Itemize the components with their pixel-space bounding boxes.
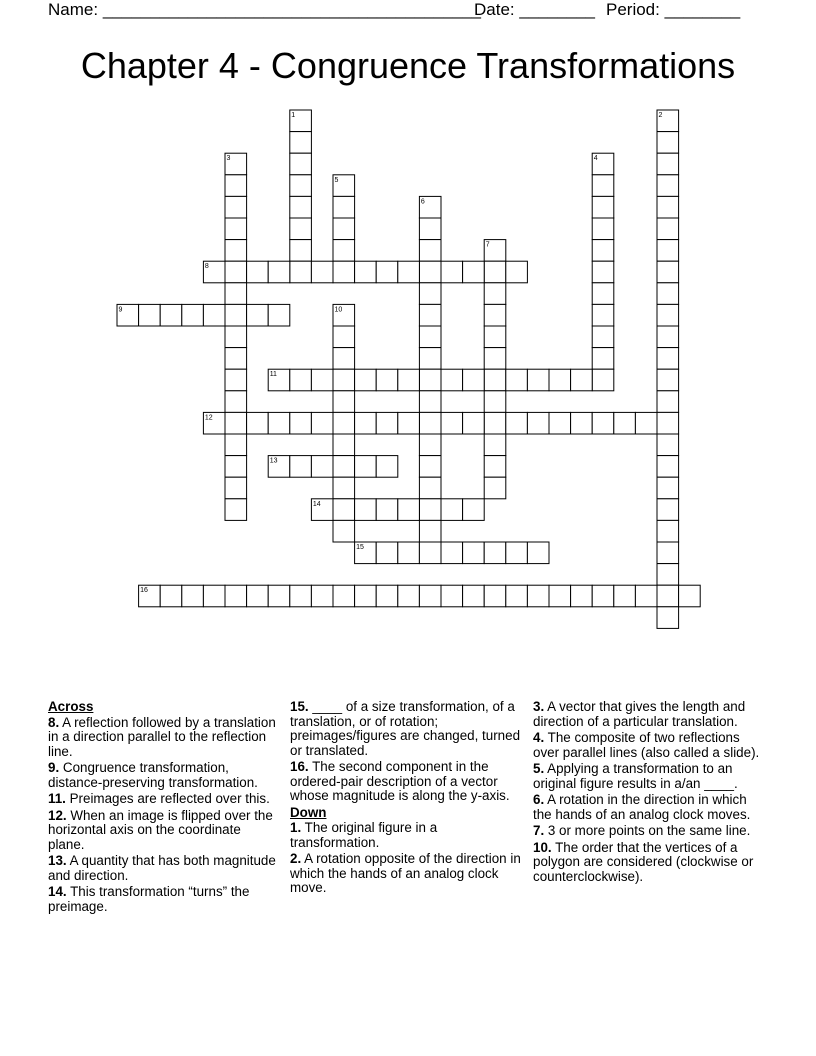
crossword-cell[interactable] <box>571 412 593 434</box>
down-clue-6 <box>533 793 765 822</box>
crossword-cell[interactable] <box>139 304 161 326</box>
crossword-cell[interactable] <box>484 348 506 370</box>
clue-number: 8. <box>48 714 60 730</box>
crossword-cell[interactable] <box>333 196 355 218</box>
across-clue-11 <box>48 792 280 807</box>
crossword-cell[interactable] <box>355 456 377 478</box>
across-clue-12 <box>48 809 280 853</box>
across-clue-16 <box>290 760 522 804</box>
crossword-cell[interactable] <box>635 585 657 607</box>
crossword-cell[interactable] <box>657 391 679 413</box>
clue-text: 3 or more points on the same line. <box>544 823 751 838</box>
crossword-cell[interactable] <box>290 175 312 197</box>
crossword-cell[interactable] <box>657 369 679 391</box>
clue-text: ____ of a size transformation, of a translation, or of rotation; preimages/figures are changed, turned or translated. <box>290 699 521 758</box>
crossword-cell[interactable] <box>657 132 679 154</box>
crossword-cell[interactable] <box>484 283 506 305</box>
clue-number-10: 10 <box>334 306 343 314</box>
crossword-cell[interactable] <box>484 585 506 607</box>
crossword-cell[interactable] <box>376 369 398 391</box>
clue-number: 3. <box>533 699 545 714</box>
clue-number: 13. <box>48 853 67 868</box>
crossword-cell[interactable] <box>419 348 441 370</box>
crossword-cell[interactable] <box>419 218 441 240</box>
crossword-cell[interactable] <box>225 456 247 478</box>
crossword-cell[interactable] <box>225 412 247 434</box>
crossword-cell[interactable] <box>463 369 485 391</box>
crossword-cell[interactable] <box>484 434 506 456</box>
crossword-cell[interactable] <box>419 240 441 262</box>
crossword-cell[interactable] <box>571 369 593 391</box>
crossword-cell[interactable] <box>657 434 679 456</box>
crossword-cell[interactable] <box>592 283 614 305</box>
crossword-cell[interactable] <box>419 456 441 478</box>
crossword-cell[interactable] <box>463 585 485 607</box>
crossword-cell[interactable] <box>657 456 679 478</box>
crossword-cell[interactable] <box>419 499 441 521</box>
clue-number: 12. <box>48 807 67 823</box>
crossword-cell[interactable] <box>419 326 441 348</box>
clue-number: 16. <box>290 759 309 774</box>
clue-text: A rotation in the direction in which the hands of an analog clock moves. <box>533 792 751 822</box>
crossword-cell[interactable] <box>592 348 614 370</box>
crossword-cell[interactable] <box>225 369 247 391</box>
crossword-cell[interactable] <box>182 304 204 326</box>
clue-number-9: 9 <box>118 306 123 314</box>
crossword-cell[interactable] <box>376 261 398 283</box>
crossword-cell[interactable] <box>268 412 290 434</box>
crossword-cell[interactable] <box>506 369 528 391</box>
crossword-cell[interactable] <box>419 283 441 305</box>
crossword-cell[interactable] <box>225 283 247 305</box>
crossword-cell[interactable] <box>592 218 614 240</box>
crossword-cell[interactable] <box>225 585 247 607</box>
crossword-cell[interactable] <box>290 218 312 240</box>
crossword-cell[interactable] <box>225 499 247 521</box>
crossword-cell[interactable] <box>311 412 333 434</box>
crossword-cell[interactable] <box>527 412 549 434</box>
crossword-cell[interactable] <box>225 218 247 240</box>
crossword-cell[interactable] <box>484 304 506 326</box>
clue-number: 1. <box>290 820 302 835</box>
crossword-cell[interactable] <box>506 585 528 607</box>
across-clue-15 <box>290 700 522 758</box>
clue-number: 10. <box>533 839 552 855</box>
clue-column-2 <box>290 700 522 898</box>
crossword-cell[interactable] <box>333 477 355 499</box>
crossword-cell[interactable] <box>527 369 549 391</box>
crossword-cell[interactable] <box>355 261 377 283</box>
crossword-cell[interactable] <box>657 585 679 607</box>
down-clue-5 <box>533 762 765 791</box>
crossword-cell[interactable] <box>247 304 269 326</box>
crossword-cell[interactable] <box>355 585 377 607</box>
crossword-cell[interactable] <box>484 456 506 478</box>
clue-text: Congruence transformation, distance-preserving transformation. <box>48 760 258 790</box>
crossword-cell[interactable] <box>247 261 269 283</box>
clue-text: A quantity that has both magnitude and direction. <box>48 853 276 883</box>
crossword-cell[interactable] <box>225 261 247 283</box>
crossword-cell[interactable] <box>441 542 463 564</box>
crossword-cell[interactable] <box>657 261 679 283</box>
crossword-cell[interactable] <box>333 391 355 413</box>
clue-number: 4. <box>533 730 545 745</box>
clue-number: 7. <box>533 823 545 838</box>
crossword-cell[interactable] <box>679 585 701 607</box>
crossword-cell[interactable] <box>657 499 679 521</box>
crossword-cell[interactable] <box>419 434 441 456</box>
clue-number-5: 5 <box>334 176 339 184</box>
clue-text: Preimages are reflected over this. <box>65 791 270 806</box>
crossword-cell[interactable] <box>549 412 571 434</box>
crossword-cell[interactable] <box>419 412 441 434</box>
crossword-cell[interactable] <box>419 391 441 413</box>
crossword-cell[interactable] <box>592 240 614 262</box>
clue-number: 2. <box>290 851 302 866</box>
crossword-cell[interactable] <box>225 240 247 262</box>
crossword-cell[interactable] <box>527 585 549 607</box>
down-heading: Down <box>290 804 327 820</box>
crossword-cell[interactable] <box>290 261 312 283</box>
crossword-cell[interactable] <box>484 261 506 283</box>
clue-number: 5. <box>533 761 545 776</box>
crossword-cell[interactable] <box>657 520 679 542</box>
clue-number-16: 16 <box>140 587 148 595</box>
clue-number-4: 4 <box>593 155 598 163</box>
crossword-cell[interactable] <box>355 499 377 521</box>
crossword-cell[interactable] <box>398 412 420 434</box>
crossword-cell[interactable] <box>290 585 312 607</box>
crossword-cell[interactable] <box>290 132 312 154</box>
crossword-cell[interactable] <box>484 391 506 413</box>
crossword-cell[interactable] <box>333 348 355 370</box>
crossword-cell[interactable] <box>398 261 420 283</box>
clue-number-15: 15 <box>356 544 364 551</box>
crossword-cell[interactable] <box>333 520 355 542</box>
crossword-cell[interactable] <box>657 564 679 586</box>
crossword-cell[interactable] <box>225 391 247 413</box>
crossword-cell[interactable] <box>549 585 571 607</box>
crossword-cell[interactable] <box>333 499 355 521</box>
crossword-cell[interactable] <box>592 326 614 348</box>
name-line: ________________________________________ <box>102 0 481 19</box>
clue-number-14: 14 <box>312 500 321 508</box>
crossword-cell[interactable] <box>376 585 398 607</box>
crossword-cell[interactable] <box>225 434 247 456</box>
crossword-cell[interactable] <box>592 585 614 607</box>
crossword-cell[interactable] <box>333 240 355 262</box>
crossword-cell[interactable] <box>355 369 377 391</box>
crossword-cell[interactable] <box>355 412 377 434</box>
crossword-cell[interactable] <box>268 261 290 283</box>
crossword-cell[interactable] <box>290 196 312 218</box>
crossword-cell[interactable] <box>527 542 549 564</box>
crossword-cell[interactable] <box>657 412 679 434</box>
crossword-cell[interactable] <box>419 369 441 391</box>
crossword-cell[interactable] <box>398 542 420 564</box>
clue-text: A rotation opposite of the direction in which the hands of an analog clock move. <box>290 851 521 895</box>
clue-text: A vector that gives the length and direction of a particular translation. <box>533 699 746 729</box>
crossword-cell[interactable] <box>419 261 441 283</box>
crossword-cell[interactable] <box>290 412 312 434</box>
crossword-cell[interactable] <box>203 304 225 326</box>
crossword-cell[interactable] <box>247 585 269 607</box>
across-clue-8 <box>48 716 280 760</box>
crossword-cell[interactable] <box>398 369 420 391</box>
crossword-cell[interactable] <box>419 477 441 499</box>
down-clue-10 <box>533 841 765 885</box>
crossword-cell[interactable] <box>268 585 290 607</box>
crossword-cell[interactable] <box>657 153 679 175</box>
crossword-cell[interactable] <box>463 261 485 283</box>
crossword-cell[interactable] <box>592 412 614 434</box>
crossword-cell[interactable] <box>614 412 636 434</box>
name-label: Name: <box>48 0 99 19</box>
date-label: Date: <box>474 0 515 19</box>
crossword-cell[interactable] <box>290 240 312 262</box>
crossword-cell[interactable] <box>376 499 398 521</box>
crossword-cell[interactable] <box>225 304 247 326</box>
clue-number-2: 2 <box>658 112 663 119</box>
clue-column-3 <box>533 700 765 886</box>
clue-text: When an image is flipped over the horizontal axis on the coordinate plane. <box>48 807 273 852</box>
clue-text: The second component in the ordered-pair description of a vector whose magnitude is along the y-axis. <box>290 759 510 803</box>
crossword-cell[interactable] <box>657 240 679 262</box>
crossword-cell[interactable] <box>225 196 247 218</box>
crossword-cell[interactable] <box>398 499 420 521</box>
crossword-cell[interactable] <box>592 369 614 391</box>
crossword-cell[interactable] <box>463 412 485 434</box>
crossword-cell[interactable] <box>203 585 225 607</box>
crossword-cell[interactable] <box>333 412 355 434</box>
crossword-cell[interactable] <box>657 218 679 240</box>
crossword-cell[interactable] <box>333 369 355 391</box>
clue-column-1 <box>48 700 280 916</box>
clue-text: Applying a transformation to an original figure results in a/an ____. <box>533 761 738 791</box>
crossword-cell[interactable] <box>398 585 420 607</box>
crossword-cell[interactable] <box>247 412 269 434</box>
down-clue-3 <box>533 700 765 729</box>
clue-number-8: 8 <box>204 263 209 271</box>
crossword-cell[interactable] <box>225 348 247 370</box>
crossword-cell[interactable] <box>182 585 204 607</box>
across-clue-13 <box>48 854 280 883</box>
crossword-cell[interactable] <box>311 261 333 283</box>
clue-number: 9. <box>48 760 60 775</box>
crossword-cell[interactable] <box>549 369 571 391</box>
crossword-cell[interactable] <box>333 585 355 607</box>
crossword-cell[interactable] <box>333 261 355 283</box>
crossword-cell[interactable] <box>657 542 679 564</box>
crossword-cell[interactable] <box>333 434 355 456</box>
crossword-cell[interactable] <box>290 456 312 478</box>
crossword-cell[interactable] <box>311 369 333 391</box>
clue-number-7: 7 <box>485 241 490 249</box>
clue-text: The original figure in a transformation. <box>290 820 438 850</box>
crossword-cell[interactable] <box>657 304 679 326</box>
clue-number: 14. <box>48 884 67 899</box>
crossword-cell[interactable] <box>484 477 506 499</box>
crossword-cell[interactable] <box>484 326 506 348</box>
down-clue-2 <box>290 852 522 896</box>
down-clue-4 <box>533 731 765 760</box>
across-clue-14 <box>48 885 280 914</box>
crossword-cell[interactable] <box>657 196 679 218</box>
crossword-cell[interactable] <box>657 477 679 499</box>
clue-text: The composite of two reflections over parallel lines (also called a slide). <box>533 730 760 760</box>
clue-text: This transformation “turns” the preimage. <box>48 884 250 914</box>
crossword-cell[interactable] <box>441 261 463 283</box>
clue-number-11: 11 <box>269 371 277 379</box>
period-line: ________ <box>664 0 741 19</box>
crossword-cell[interactable] <box>484 542 506 564</box>
crossword-cell[interactable] <box>571 585 593 607</box>
crossword-cell[interactable] <box>290 153 312 175</box>
crossword-cell[interactable] <box>657 283 679 305</box>
crossword-cell[interactable] <box>160 304 182 326</box>
crossword-cell[interactable] <box>635 412 657 434</box>
crossword-cell[interactable] <box>441 585 463 607</box>
crossword-cell[interactable] <box>506 542 528 564</box>
crossword-cell[interactable] <box>160 585 182 607</box>
crossword-cell[interactable] <box>225 477 247 499</box>
crossword-cell[interactable] <box>419 520 441 542</box>
crossword-cell[interactable] <box>592 196 614 218</box>
crossword-cell[interactable] <box>376 456 398 478</box>
crossword-cell[interactable] <box>463 499 485 521</box>
crossword-cell[interactable] <box>484 412 506 434</box>
crossword-cell[interactable] <box>484 369 506 391</box>
period-label: Period: <box>606 0 660 19</box>
clue-text: The order that the vertices of a polygon are considered (clockwise or counterclockwise). <box>533 839 754 884</box>
crossword-cell[interactable] <box>463 542 485 564</box>
crossword-cell[interactable] <box>333 326 355 348</box>
down-clue-7 <box>533 824 765 839</box>
crossword-cell[interactable] <box>333 218 355 240</box>
crossword-cell[interactable] <box>592 304 614 326</box>
clue-number: 15. <box>290 699 309 714</box>
page-title: Chapter 4 - Congruence Transformations <box>80 45 736 86</box>
clue-number: 6. <box>533 792 545 807</box>
clue-number-3: 3 <box>226 155 231 163</box>
crossword-cell[interactable] <box>268 304 290 326</box>
crossword-cell[interactable] <box>441 412 463 434</box>
across-heading: Across <box>48 699 94 714</box>
crossword-cell[interactable] <box>657 175 679 197</box>
date-line: ________ <box>519 0 596 19</box>
crossword-cell[interactable] <box>441 499 463 521</box>
crossword-cell[interactable] <box>441 369 463 391</box>
clue-text: A reflection followed by a translation in a direction parallel to the reflection line. <box>48 714 276 759</box>
crossword-cell[interactable] <box>311 585 333 607</box>
crossword-cell[interactable] <box>506 261 528 283</box>
crossword-cell[interactable] <box>614 585 636 607</box>
crossword-cell[interactable] <box>419 542 441 564</box>
crossword-cell[interactable] <box>592 261 614 283</box>
crossword-cell[interactable] <box>657 607 679 629</box>
clue-number-12: 12 <box>204 414 213 422</box>
crossword-cell[interactable] <box>376 542 398 564</box>
clue-number: 11. <box>48 791 66 806</box>
crossword-cell[interactable] <box>225 326 247 348</box>
crossword-cell[interactable] <box>376 412 398 434</box>
clue-number-6: 6 <box>420 198 425 206</box>
clue-number-1: 1 <box>291 112 296 119</box>
crossword-cell[interactable] <box>419 585 441 607</box>
crossword-cell[interactable] <box>333 456 355 478</box>
clue-number-13: 13 <box>269 457 278 465</box>
crossword-cell[interactable] <box>290 369 312 391</box>
crossword-cell[interactable] <box>506 412 528 434</box>
crossword-cell[interactable] <box>657 348 679 370</box>
across-clue-9 <box>48 761 280 790</box>
crossword-cell[interactable] <box>225 175 247 197</box>
crossword-cell[interactable] <box>657 326 679 348</box>
crossword-cell[interactable] <box>311 456 333 478</box>
crossword-cell[interactable] <box>419 304 441 326</box>
down-clue-1 <box>290 821 522 850</box>
crossword-cell[interactable] <box>592 175 614 197</box>
